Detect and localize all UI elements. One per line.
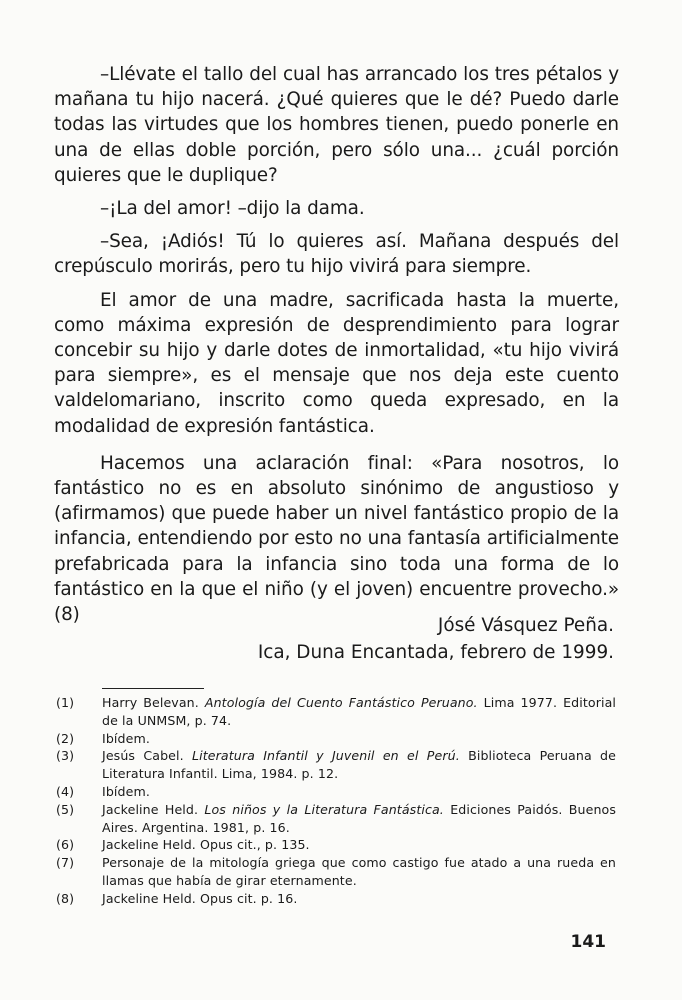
footnote-author: Ibídem.	[102, 730, 150, 746]
footnote-title: Los niños y la Literatura Fantástica.	[204, 801, 444, 817]
signature-block	[258, 612, 614, 666]
footnote	[54, 694, 616, 730]
footnote	[54, 836, 616, 854]
footnote	[54, 854, 616, 890]
author-name: Jósé Vásquez Peña.	[437, 615, 614, 636]
footnote	[54, 730, 616, 748]
footnote-title: Literatura Infantil y Juvenil en el Perú.	[192, 748, 460, 764]
footnote-author: Jackeline Held. Opus cit. p. 16.	[102, 890, 298, 906]
footnote-text	[102, 890, 616, 908]
footnote-author: Personaje de la mitología griega que como castigo fue atado a una rueda en llamas que había de girar eternamente.	[102, 855, 616, 888]
footnote-author: Jackeline Held.	[102, 801, 205, 817]
footnote	[54, 747, 616, 783]
footnote-text	[102, 783, 616, 801]
footnote-number: (4)	[56, 783, 75, 799]
footnote-text	[102, 694, 616, 730]
dialogue-paragraph-3: –Sea, ¡Adiós! Tú lo quieres así. Mañana después del crepúsculo morirás, pero tu hijo vivirá para siempre.	[54, 231, 619, 278]
dialogue-paragraph-2: –¡La del amor! –dijo la dama.	[100, 198, 365, 220]
footnote-number: (8)	[56, 890, 75, 906]
footnote-details: Biblioteca Peruana de Literatura Infantil. Lima, 1984. p. 12.	[102, 748, 617, 782]
footnote-text	[102, 747, 616, 783]
footnote-title: Antología del Cuento Fantástico Peruano.	[204, 695, 478, 710]
dialogue-paragraph-1: –Llévate el tallo del cual has arrancado los tres pétalos y mañana tu hijo nacerá. ¿Qué quieres que le dé? Puedo darle todas las virtudes que los hombres tienen, puedo ponerle en una de ellas doble porción, pero sólo una... ¿cuál porción quieres que le duplique?	[54, 64, 619, 186]
footnote-divider	[102, 688, 204, 689]
footnote-text	[102, 836, 616, 854]
footnote-author: Jackeline Held. Opus cit., p. 135.	[102, 837, 310, 853]
footnote-number: (3)	[56, 748, 75, 764]
footnote	[54, 890, 616, 908]
place-date: Ica, Duna Encantada, febrero de 1999.	[257, 642, 614, 663]
footnote	[54, 783, 616, 801]
closing-paragraph: Hacemos una aclaración final: «Para nosotros, lo fantástico no es en absoluto sinónimo de angustioso y (afirmamos) que puede haber un nivel fantástico propio de la infancia, entendiendo por esto no una fantasía artificialmente prefabricada para la infancia sino toda una forma de lo fantástico en la que el niño (y el joven) encuentre provecho.» (8)	[54, 452, 619, 626]
commentary-paragraph: El amor de una madre, sacrificada hasta la muerte, como máxima expresión de desprendimiento para lograr concebir su hijo y darle dotes de inmortalidad, «tu hijo vivirá para siempre», es el mensaje que nos deja este cuento valdelomariano, inscrito como queda expresado, en la modalidad de expresión fantástica.	[54, 289, 619, 437]
footnote-number: (1)	[56, 695, 75, 710]
footnote-number: (2)	[56, 730, 75, 746]
footnote-text	[102, 854, 616, 890]
body-text	[54, 62, 619, 627]
footnote-number: (6)	[56, 837, 75, 853]
footnote-details: Lima 1977. Editorial de la UNMSM, p. 74.	[102, 695, 616, 728]
footnote-number: (7)	[56, 855, 75, 871]
page-number: 141	[570, 932, 606, 952]
footnote	[54, 801, 616, 837]
footnote-details: Ediciones Paidós. Buenos Aires. Argentina. 1981, p. 16.	[102, 801, 616, 835]
footnote-text	[102, 801, 616, 837]
footnotes	[54, 694, 616, 908]
footnote-author: Harry Belevan.	[102, 695, 205, 710]
footnote-text	[102, 730, 616, 748]
footnote-number: (5)	[56, 801, 75, 817]
footnote-author: Ibídem.	[102, 783, 150, 799]
footnote-author: Jesús Cabel.	[102, 748, 193, 764]
